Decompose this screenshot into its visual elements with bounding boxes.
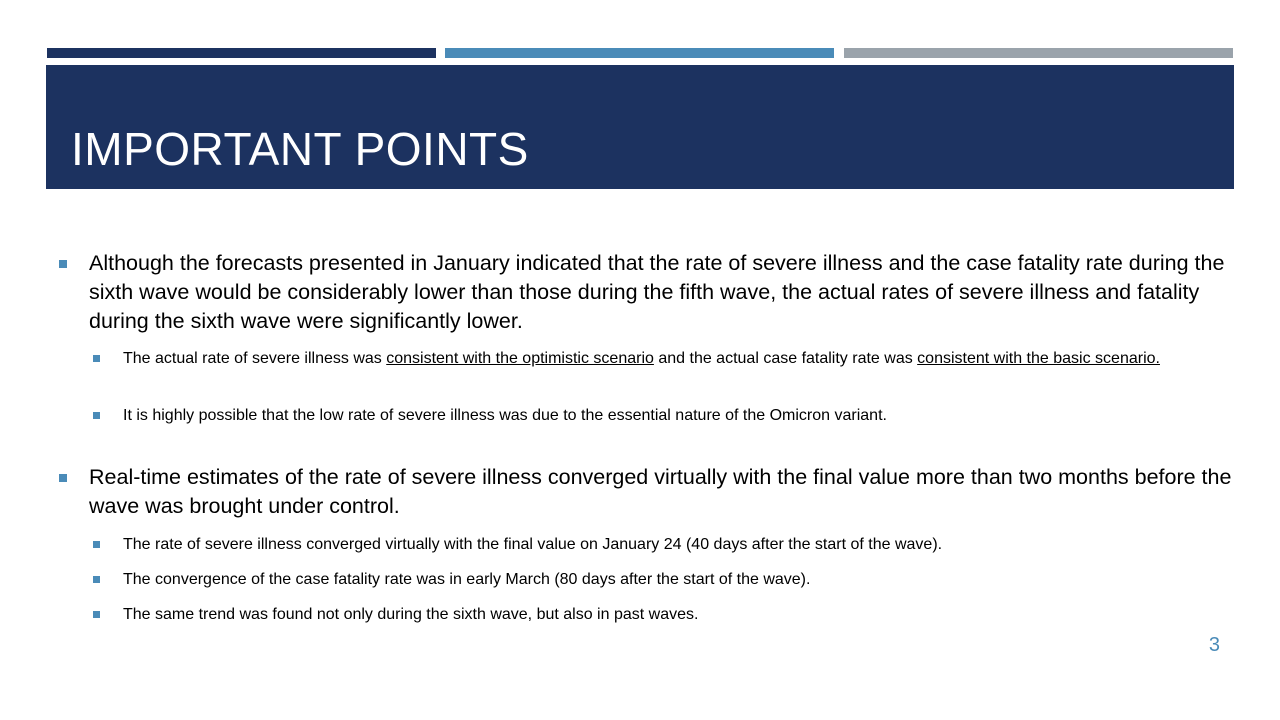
optimistic-scenario-link: consistent with the optimistic scenario [386,350,654,367]
slide-title: IMPORTANT POINTS [71,123,529,175]
point-1-sub-1-text-b: and the actual case fatality rate was [653,350,918,367]
point-2-sub-3: The same trend was found not only during the sixth wave, but also in past waves. [123,603,1255,626]
point-2-sub-2: The convergence of the case fatality rate was in early March (80 days after the start of the wave). [123,568,1255,591]
point-1-sub-1-text-a: The actual rate of severe illness was [123,350,387,367]
point-1-sub-2: It is highly possible that the low rate of severe illness was due to the essential nature of the Omicron variant. [123,404,1255,427]
point-2-sub-1: The rate of severe illness converged virtually with the final value on January 24 (40 days after the start of the wave). [123,533,1255,556]
basic-scenario-link: consistent with the basic scenario. [917,350,1160,367]
page-number: 3 [1208,634,1220,656]
point-1: Although the forecasts presented in January indicated that the rate of severe illness and the case fatality rate during the sixth wave would be considerably lower than those during the fifth wave, the actual rates of severe illness and fatality during the sixth wave were significantly lower. [89,249,1254,336]
point-1-sub-1 [123,347,1255,370]
point-2: Real-time estimates of the rate of severe illness converged virtually with the final value more than two months before the wave was brought under control. [89,463,1254,521]
